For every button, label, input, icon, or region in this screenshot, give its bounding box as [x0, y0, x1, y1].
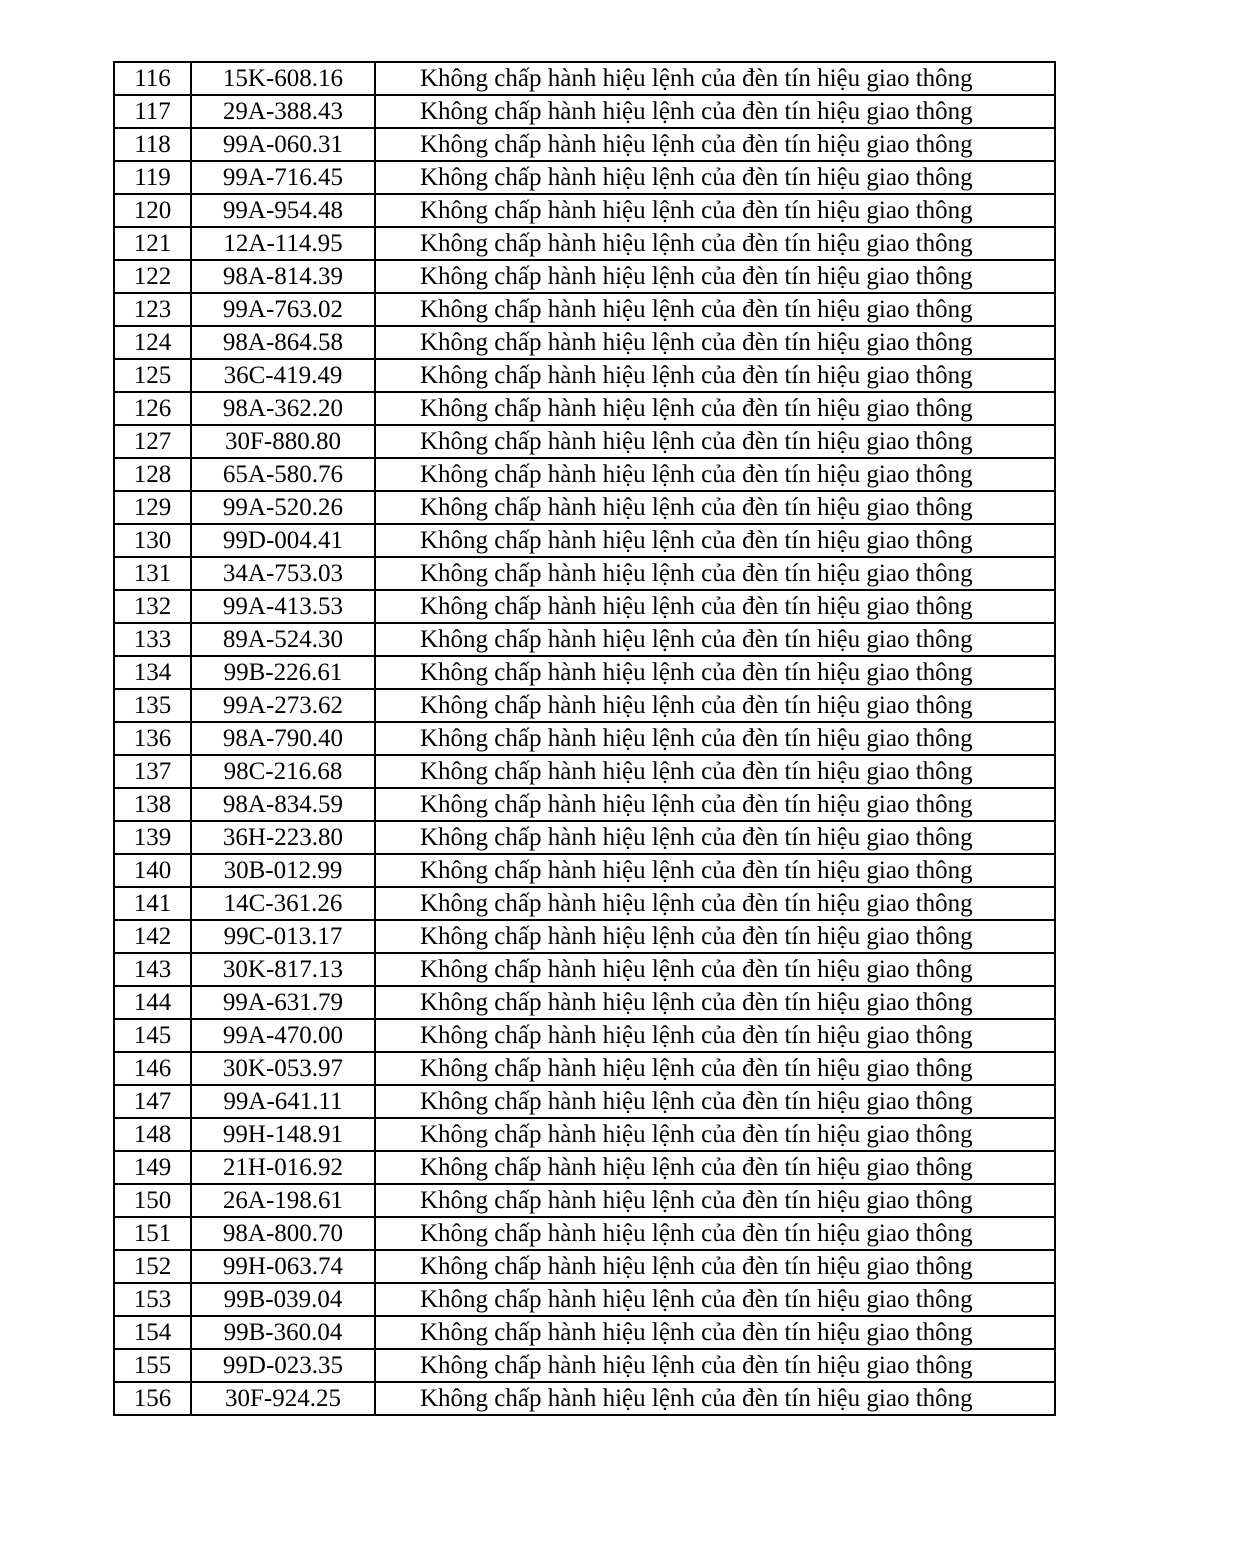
row-number-cell: 147 — [114, 1085, 191, 1118]
license-plate-cell: 99D-004.41 — [191, 524, 375, 557]
violation-cell: Không chấp hành hiệu lệnh của đèn tín hiệu giao thông — [375, 887, 1055, 920]
row-number-cell: 137 — [114, 755, 191, 788]
row-number-cell: 136 — [114, 722, 191, 755]
row-number-cell: 140 — [114, 854, 191, 887]
table-row — [114, 1184, 1055, 1217]
row-number-cell: 128 — [114, 458, 191, 491]
violation-cell: Không chấp hành hiệu lệnh của đèn tín hiệu giao thông — [375, 1250, 1055, 1283]
row-number-cell: 126 — [114, 392, 191, 425]
table-row — [114, 1052, 1055, 1085]
violation-cell: Không chấp hành hiệu lệnh của đèn tín hiệu giao thông — [375, 953, 1055, 986]
license-plate-cell: 34A-753.03 — [191, 557, 375, 590]
row-number-cell: 154 — [114, 1316, 191, 1349]
table-row — [114, 656, 1055, 689]
violation-cell: Không chấp hành hiệu lệnh của đèn tín hiệu giao thông — [375, 1019, 1055, 1052]
table-row — [114, 689, 1055, 722]
license-plate-cell: 30F-924.25 — [191, 1382, 375, 1415]
table-row — [114, 1316, 1055, 1349]
table-row — [114, 854, 1055, 887]
table-row — [114, 1217, 1055, 1250]
row-number-cell: 142 — [114, 920, 191, 953]
license-plate-cell: 98A-814.39 — [191, 260, 375, 293]
violation-cell: Không chấp hành hiệu lệnh của đèn tín hiệu giao thông — [375, 755, 1055, 788]
table-row — [114, 557, 1055, 590]
row-number-cell: 153 — [114, 1283, 191, 1316]
license-plate-cell: 98A-800.70 — [191, 1217, 375, 1250]
license-plate-cell: 65A-580.76 — [191, 458, 375, 491]
row-number-cell: 133 — [114, 623, 191, 656]
violation-cell: Không chấp hành hiệu lệnh của đèn tín hiệu giao thông — [375, 788, 1055, 821]
license-plate-cell: 99A-631.79 — [191, 986, 375, 1019]
license-plate-cell: 99H-063.74 — [191, 1250, 375, 1283]
license-plate-cell: 99A-470.00 — [191, 1019, 375, 1052]
row-number-cell: 120 — [114, 194, 191, 227]
license-plate-cell: 99H-148.91 — [191, 1118, 375, 1151]
violation-cell: Không chấp hành hiệu lệnh của đèn tín hiệu giao thông — [375, 392, 1055, 425]
license-plate-cell: 15K-608.16 — [191, 62, 375, 95]
violation-cell: Không chấp hành hiệu lệnh của đèn tín hiệu giao thông — [375, 227, 1055, 260]
violation-cell: Không chấp hành hiệu lệnh của đèn tín hiệu giao thông — [375, 458, 1055, 491]
row-number-cell: 149 — [114, 1151, 191, 1184]
table-row — [114, 590, 1055, 623]
violation-cell: Không chấp hành hiệu lệnh của đèn tín hiệu giao thông — [375, 689, 1055, 722]
license-plate-cell: 14C-361.26 — [191, 887, 375, 920]
row-number-cell: 130 — [114, 524, 191, 557]
row-number-cell: 152 — [114, 1250, 191, 1283]
license-plate-cell: 99A-763.02 — [191, 293, 375, 326]
violation-cell: Không chấp hành hiệu lệnh của đèn tín hiệu giao thông — [375, 623, 1055, 656]
license-plate-cell: 21H-016.92 — [191, 1151, 375, 1184]
row-number-cell: 116 — [114, 62, 191, 95]
license-plate-cell: 99A-413.53 — [191, 590, 375, 623]
violation-cell: Không chấp hành hiệu lệnh của đèn tín hiệu giao thông — [375, 95, 1055, 128]
violation-cell: Không chấp hành hiệu lệnh của đèn tín hiệu giao thông — [375, 557, 1055, 590]
table-row — [114, 524, 1055, 557]
license-plate-cell: 89A-524.30 — [191, 623, 375, 656]
table-row — [114, 194, 1055, 227]
license-plate-cell: 99C-013.17 — [191, 920, 375, 953]
table-row — [114, 623, 1055, 656]
license-plate-cell: 99B-360.04 — [191, 1316, 375, 1349]
violation-cell: Không chấp hành hiệu lệnh của đèn tín hiệu giao thông — [375, 1151, 1055, 1184]
violation-cell: Không chấp hành hiệu lệnh của đèn tín hiệu giao thông — [375, 986, 1055, 1019]
row-number-cell: 141 — [114, 887, 191, 920]
violations-table — [113, 61, 1056, 1416]
violation-cell: Không chấp hành hiệu lệnh của đèn tín hiệu giao thông — [375, 821, 1055, 854]
license-plate-cell: 26A-198.61 — [191, 1184, 375, 1217]
license-plate-cell: 30K-053.97 — [191, 1052, 375, 1085]
license-plate-cell: 30F-880.80 — [191, 425, 375, 458]
table-row — [114, 95, 1055, 128]
table-row — [114, 260, 1055, 293]
violation-cell: Không chấp hành hiệu lệnh của đèn tín hiệu giao thông — [375, 722, 1055, 755]
violation-cell: Không chấp hành hiệu lệnh của đèn tín hiệu giao thông — [375, 590, 1055, 623]
table-row — [114, 1349, 1055, 1382]
row-number-cell: 117 — [114, 95, 191, 128]
violation-cell: Không chấp hành hiệu lệnh của đèn tín hiệu giao thông — [375, 1052, 1055, 1085]
table-row — [114, 161, 1055, 194]
row-number-cell: 143 — [114, 953, 191, 986]
violation-cell: Không chấp hành hiệu lệnh của đèn tín hiệu giao thông — [375, 326, 1055, 359]
license-plate-cell: 30B-012.99 — [191, 854, 375, 887]
table-row — [114, 326, 1055, 359]
row-number-cell: 127 — [114, 425, 191, 458]
violation-cell: Không chấp hành hiệu lệnh của đèn tín hiệu giao thông — [375, 1382, 1055, 1415]
license-plate-cell: 99B-039.04 — [191, 1283, 375, 1316]
table-row — [114, 1019, 1055, 1052]
table-row — [114, 1085, 1055, 1118]
license-plate-cell: 99B-226.61 — [191, 656, 375, 689]
violation-cell: Không chấp hành hiệu lệnh của đèn tín hiệu giao thông — [375, 194, 1055, 227]
license-plate-cell: 99A-060.31 — [191, 128, 375, 161]
row-number-cell: 121 — [114, 227, 191, 260]
table-row — [114, 425, 1055, 458]
row-number-cell: 129 — [114, 491, 191, 524]
violation-cell: Không chấp hành hiệu lệnh của đèn tín hiệu giao thông — [375, 1085, 1055, 1118]
table-row — [114, 359, 1055, 392]
row-number-cell: 145 — [114, 1019, 191, 1052]
violation-cell: Không chấp hành hiệu lệnh của đèn tín hiệu giao thông — [375, 854, 1055, 887]
license-plate-cell: 36H-223.80 — [191, 821, 375, 854]
table-row — [114, 1382, 1055, 1415]
table-row — [114, 887, 1055, 920]
table-row — [114, 1283, 1055, 1316]
license-plate-cell: 99A-641.11 — [191, 1085, 375, 1118]
violation-cell: Không chấp hành hiệu lệnh của đèn tín hiệu giao thông — [375, 524, 1055, 557]
license-plate-cell: 36C-419.49 — [191, 359, 375, 392]
table-row — [114, 392, 1055, 425]
row-number-cell: 118 — [114, 128, 191, 161]
violation-cell: Không chấp hành hiệu lệnh của đèn tín hiệu giao thông — [375, 359, 1055, 392]
license-plate-cell: 99A-954.48 — [191, 194, 375, 227]
table-row — [114, 986, 1055, 1019]
table-row — [114, 722, 1055, 755]
violation-cell: Không chấp hành hiệu lệnh của đèn tín hiệu giao thông — [375, 1283, 1055, 1316]
license-plate-cell: 98C-216.68 — [191, 755, 375, 788]
table-row — [114, 920, 1055, 953]
table-row — [114, 1118, 1055, 1151]
row-number-cell: 134 — [114, 656, 191, 689]
license-plate-cell: 98A-864.58 — [191, 326, 375, 359]
row-number-cell: 155 — [114, 1349, 191, 1382]
table-row — [114, 755, 1055, 788]
violation-cell: Không chấp hành hiệu lệnh của đèn tín hiệu giao thông — [375, 260, 1055, 293]
row-number-cell: 156 — [114, 1382, 191, 1415]
violation-cell: Không chấp hành hiệu lệnh của đèn tín hiệu giao thông — [375, 293, 1055, 326]
violation-cell: Không chấp hành hiệu lệnh của đèn tín hiệu giao thông — [375, 161, 1055, 194]
row-number-cell: 139 — [114, 821, 191, 854]
table-row — [114, 1250, 1055, 1283]
row-number-cell: 122 — [114, 260, 191, 293]
table-row — [114, 62, 1055, 95]
row-number-cell: 148 — [114, 1118, 191, 1151]
violation-cell: Không chấp hành hiệu lệnh của đèn tín hiệu giao thông — [375, 1316, 1055, 1349]
license-plate-cell: 99A-520.26 — [191, 491, 375, 524]
violation-cell: Không chấp hành hiệu lệnh của đèn tín hiệu giao thông — [375, 491, 1055, 524]
license-plate-cell: 99A-273.62 — [191, 689, 375, 722]
license-plate-cell: 30K-817.13 — [191, 953, 375, 986]
violation-cell: Không chấp hành hiệu lệnh của đèn tín hiệu giao thông — [375, 128, 1055, 161]
table-row — [114, 821, 1055, 854]
table-row — [114, 458, 1055, 491]
row-number-cell: 150 — [114, 1184, 191, 1217]
license-plate-cell: 98A-790.40 — [191, 722, 375, 755]
license-plate-cell: 98A-362.20 — [191, 392, 375, 425]
table-row — [114, 953, 1055, 986]
row-number-cell: 146 — [114, 1052, 191, 1085]
table-row — [114, 293, 1055, 326]
violation-cell: Không chấp hành hiệu lệnh của đèn tín hiệu giao thông — [375, 656, 1055, 689]
row-number-cell: 123 — [114, 293, 191, 326]
license-plate-cell: 99A-716.45 — [191, 161, 375, 194]
violation-cell: Không chấp hành hiệu lệnh của đèn tín hiệu giao thông — [375, 1118, 1055, 1151]
violations-table-body — [114, 62, 1055, 1415]
table-row — [114, 128, 1055, 161]
violation-cell: Không chấp hành hiệu lệnh của đèn tín hiệu giao thông — [375, 1217, 1055, 1250]
row-number-cell: 125 — [114, 359, 191, 392]
table-row — [114, 491, 1055, 524]
row-number-cell: 119 — [114, 161, 191, 194]
license-plate-cell: 99D-023.35 — [191, 1349, 375, 1382]
table-row — [114, 1151, 1055, 1184]
row-number-cell: 124 — [114, 326, 191, 359]
row-number-cell: 138 — [114, 788, 191, 821]
violation-cell: Không chấp hành hiệu lệnh của đèn tín hiệu giao thông — [375, 920, 1055, 953]
row-number-cell: 135 — [114, 689, 191, 722]
violation-cell: Không chấp hành hiệu lệnh của đèn tín hiệu giao thông — [375, 425, 1055, 458]
violation-cell: Không chấp hành hiệu lệnh của đèn tín hiệu giao thông — [375, 1349, 1055, 1382]
violation-cell: Không chấp hành hiệu lệnh của đèn tín hiệu giao thông — [375, 62, 1055, 95]
violation-cell: Không chấp hành hiệu lệnh của đèn tín hiệu giao thông — [375, 1184, 1055, 1217]
row-number-cell: 151 — [114, 1217, 191, 1250]
row-number-cell: 131 — [114, 557, 191, 590]
license-plate-cell: 12A-114.95 — [191, 227, 375, 260]
license-plate-cell: 98A-834.59 — [191, 788, 375, 821]
table-row — [114, 788, 1055, 821]
row-number-cell: 144 — [114, 986, 191, 1019]
row-number-cell: 132 — [114, 590, 191, 623]
table-row — [114, 227, 1055, 260]
license-plate-cell: 29A-388.43 — [191, 95, 375, 128]
